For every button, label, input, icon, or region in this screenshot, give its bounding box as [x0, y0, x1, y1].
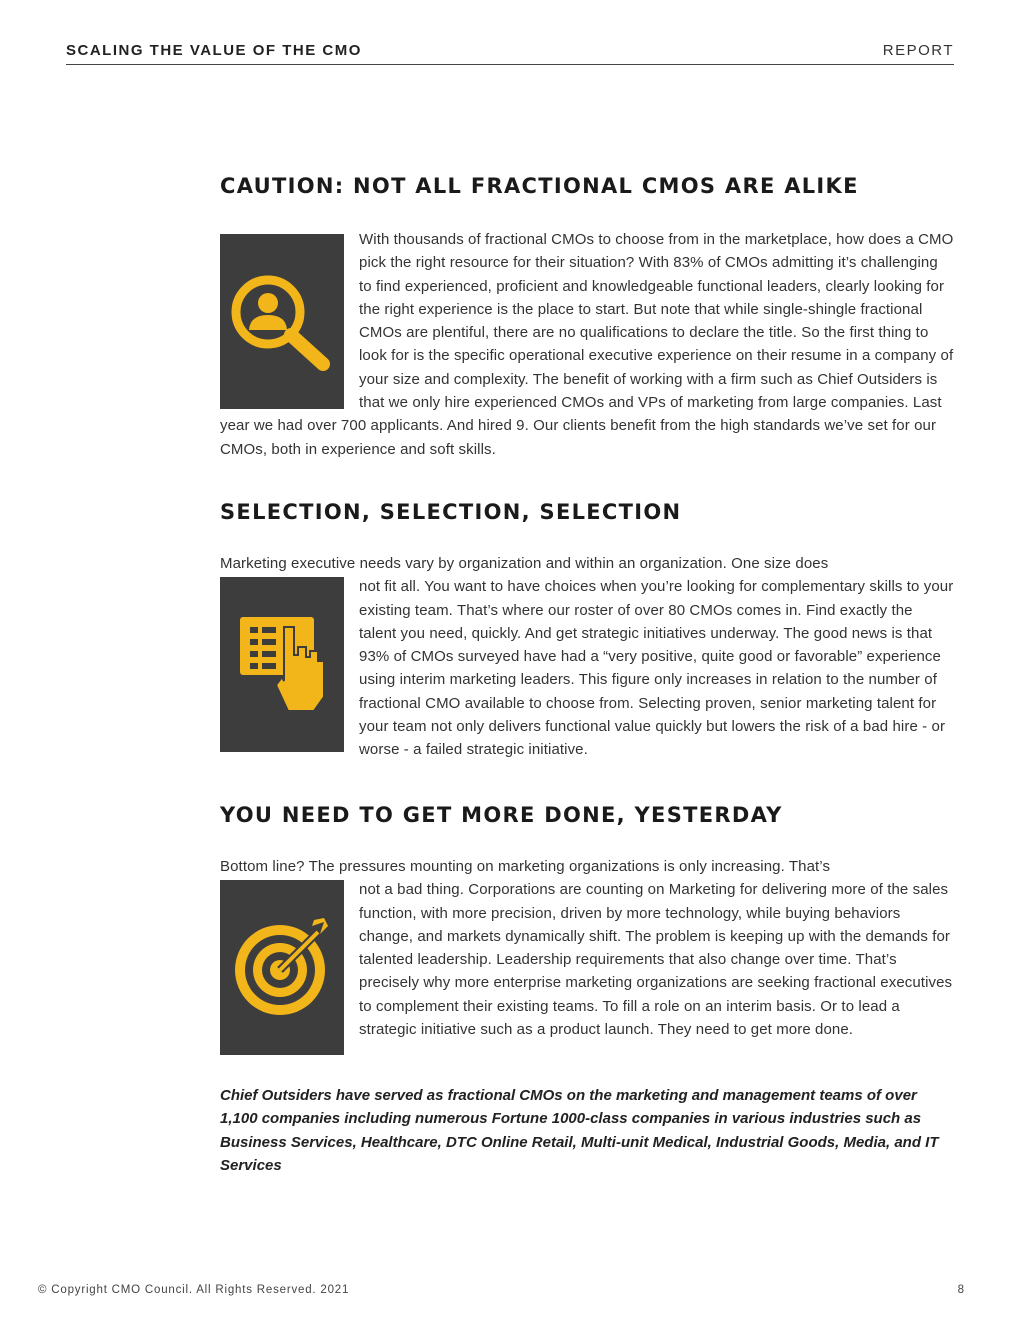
section-body — [220, 228, 954, 461]
page-header — [66, 42, 954, 65]
page-number: 8 — [957, 1284, 964, 1296]
copyright: © Copyright CMO Council. All Rights Reserved. 2021 — [38, 1284, 350, 1296]
section-heading: YOU NEED TO GET MORE DONE, YESTERDAY — [220, 803, 783, 827]
report-label: REPORT — [882, 42, 954, 59]
section-lead: Marketing executive needs vary by organization and within an organization. One size does — [220, 555, 829, 572]
section-lead: Bottom line? The pressures mounting on marketing organizations is only increasing. That’s — [220, 858, 831, 875]
closing-statement: Chief Outsiders have served as fractional CMOs on the marketing and management teams of over 1,100 companies including numerous Fortune 1000-class companies in various industries such as Business Services, Healthcare, DTC Online Retail, Multi-unit Medical, Industrial Goods, Media, and IT Services — [220, 1087, 939, 1174]
section-body-text: With thousands of fractional CMOs to choose from in the marketplace, how does a CMO pick the right resource for their situation? With 83% of CMOs admitting it’s challenging to find experienced, proficient and knowledgeable functional leaders, clearly looking for the right experience is the place to start. But note that while single-shingle fractional CMOs are plentiful, there are no qualifications to declare the title. So the first thing to look for is the specific operational executive experience on their resume in a company of your size and complexity. The benefit of working with a firm such as Chief Outsiders is that we only hire experienced CMOs and VPs of marketing from large companies. Last year we had over 700 applicants. And hired 9. Our clients benefit from the high standards we’ve set for our CMOs, both in experience and soft skills. — [220, 231, 954, 458]
section-body-text: not a bad thing. Corporations are counting on Marketing for delivering more of the sales function, with more precision, driven by more technology, while buying behaviors change, and markets dynamically shift. The problem is keeping up with the demands for talented leadership. Leadership requirements that also change over time. That’s precisely why more enterprise marketing organizations are seeking fractional executives to complement their existing teams. To fill a role on an interim basis. Or to lead a strategic initiative such as a product launch. They need to get more done. — [359, 881, 953, 1039]
section-selection — [220, 500, 954, 762]
report-title: SCALING THE VALUE OF THE CMO — [66, 42, 362, 59]
hand-selecting-list-icon — [220, 577, 344, 752]
section-heading: SELECTION, SELECTION, SELECTION — [220, 500, 682, 524]
magnifier-person-icon — [220, 234, 344, 409]
section-heading: CAUTION: NOT ALL FRACTIONAL CMOS ARE ALIKE — [220, 174, 859, 198]
section-body — [220, 575, 954, 761]
target-arrow-icon — [220, 880, 344, 1055]
section-get-more-done — [220, 803, 954, 1057]
section-body — [220, 878, 954, 1041]
section-caution — [220, 174, 954, 461]
section-body-text: not fit all. You want to have choices when you’re looking for complementary skills to your existing team. That’s where our roster of over 80 CMOs comes in. Find exactly the talent you need, quickly. And get strategic initiatives underway. The good news is that 93% of CMOs surveyed have had a “very positive, quite good or favorable” experience using interim marketing leaders. This figure only increases in relation to the number of fractional CMO available to choose from. Selecting proven, senior marketing talent for your team not only delivers functional value quickly but lowers the risk of a bad hire - or worse - a failed strategic initiative. — [359, 578, 954, 759]
